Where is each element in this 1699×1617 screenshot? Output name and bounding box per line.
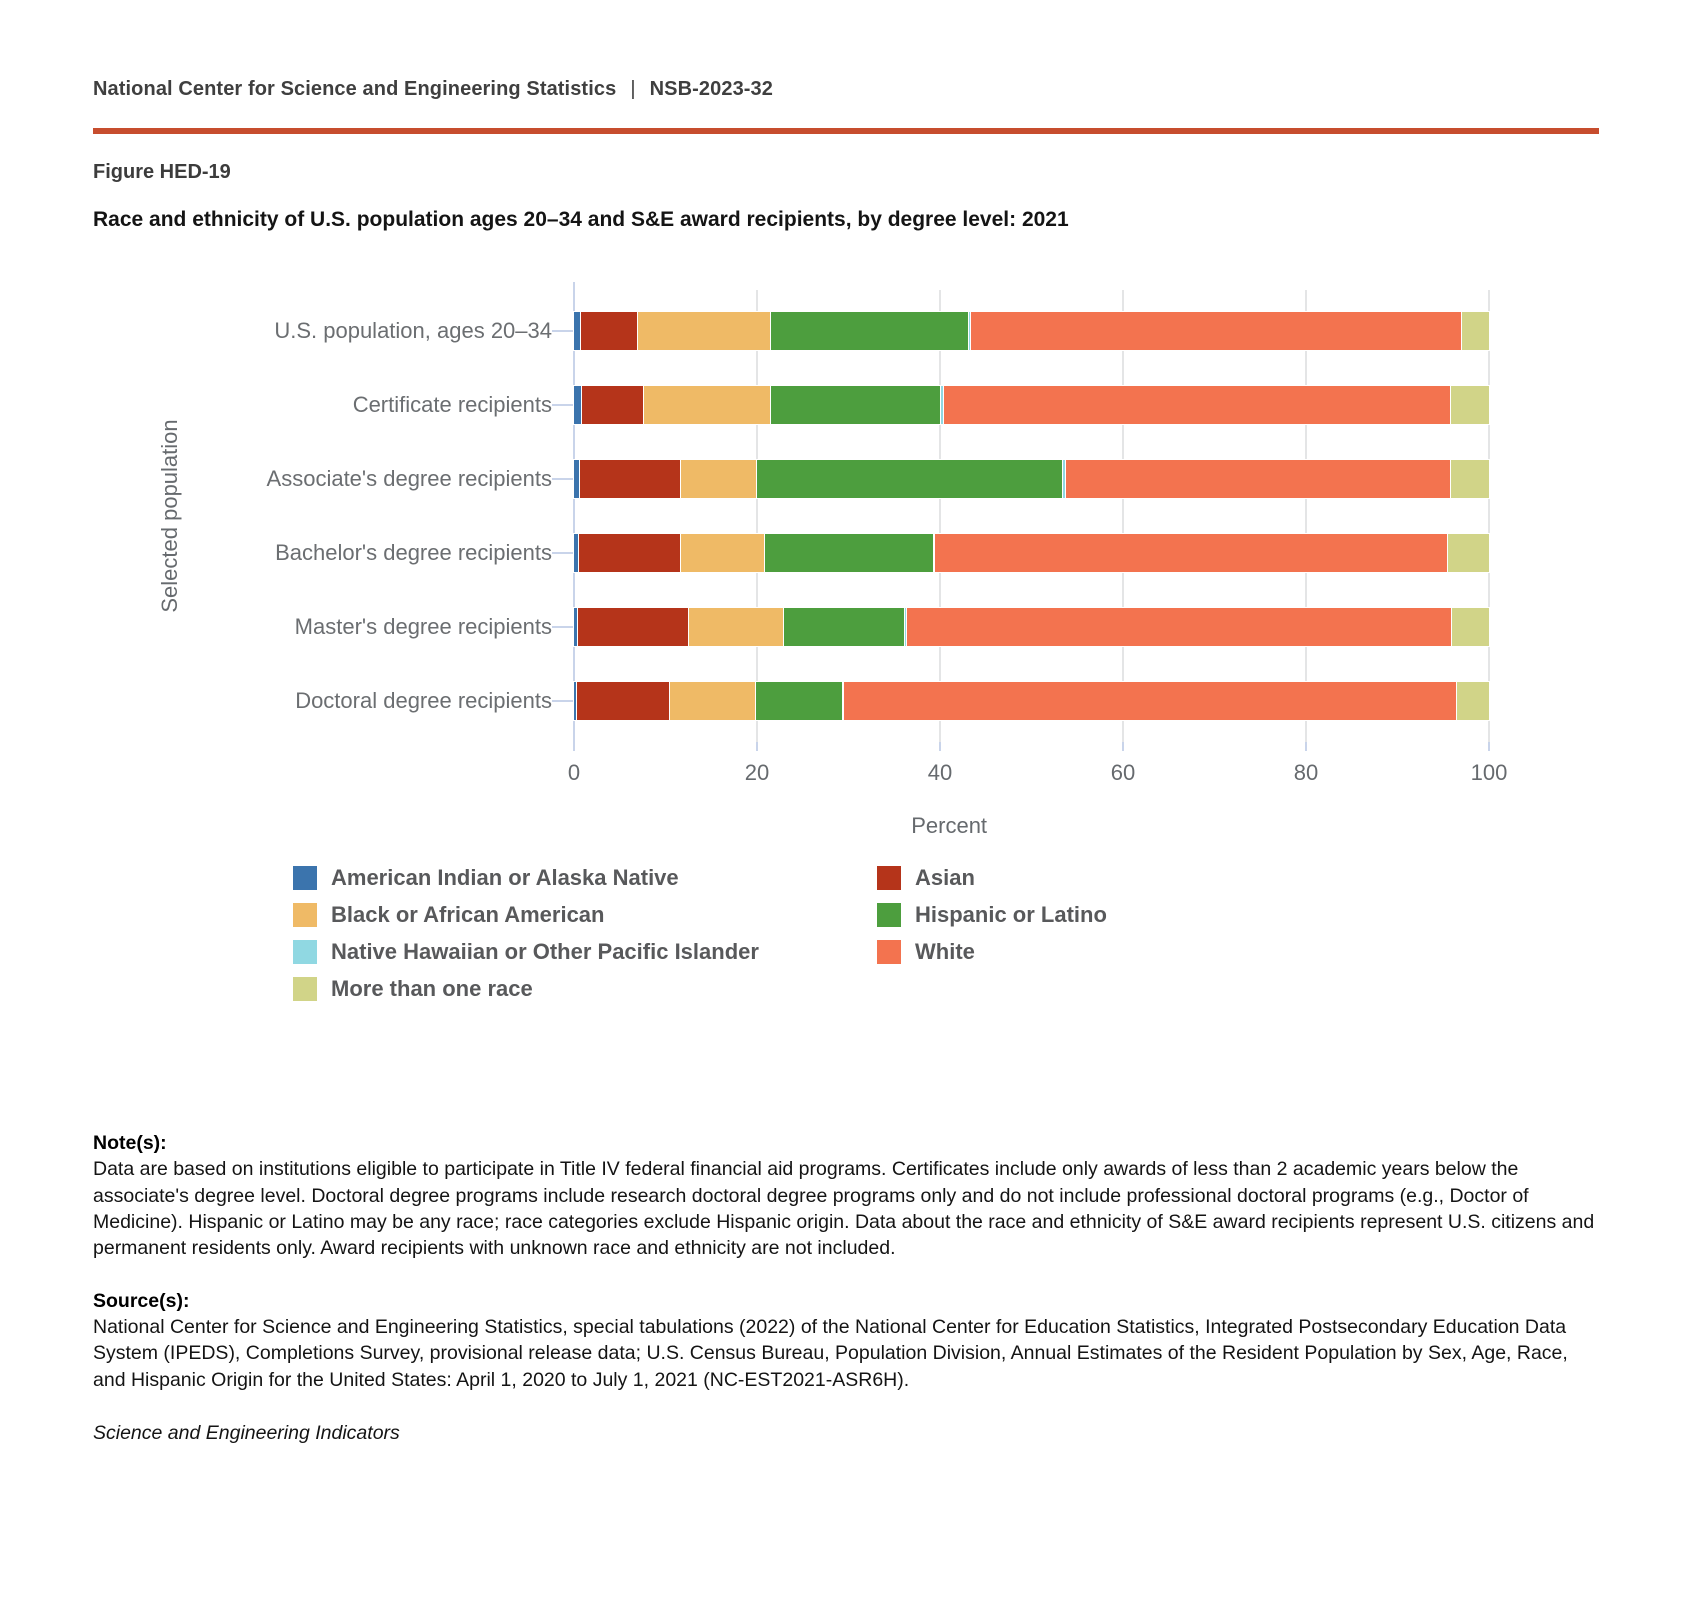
x-tick-label: 100 [1470,760,1508,785]
bar-segment [579,534,681,572]
x-tick-label: 80 [1293,760,1319,785]
x-tick-label: 60 [1110,760,1136,785]
legend-swatch-icon [877,866,901,890]
legend-item [293,939,877,965]
category-label: Master's degree recipients [294,614,552,639]
bar-segment [681,460,757,498]
y-tick-mark [552,330,573,332]
x-tick-mark [939,742,941,751]
x-tick-label: 40 [927,760,953,785]
legend-swatch-icon [293,903,317,927]
legend-swatch-icon [293,866,317,890]
legend-label: More than one race [331,976,533,1001]
bar-segment [935,534,1447,572]
plot-area [567,290,1508,838]
bar-segment [1462,312,1489,350]
y-tick-mark [552,404,573,406]
legend-label: American Indian or Alaska Native [331,865,679,890]
legend-item [293,976,877,1002]
notes-heading: Note(s): [93,1132,167,1154]
bar-segment [971,312,1461,350]
bar-segment [580,460,681,498]
bar-row [574,590,1489,664]
legend-label: White [915,939,975,964]
bar-segment [644,386,771,424]
x-tick-mark [1305,742,1307,751]
bar-segment [757,460,1064,498]
bar-segment [756,682,843,720]
bar-segment [1451,460,1489,498]
bar-segment [574,386,582,424]
x-tick-mark [756,742,758,751]
category-label: Doctoral degree recipients [295,688,552,713]
bar-segment [944,386,1452,424]
legend-item [293,865,877,891]
agency-name: National Center for Science and Engineering Statistics [93,78,617,100]
legend-item [877,939,1599,965]
figure-label: Figure HED-19 [93,161,231,183]
stacked-bar [574,608,1489,646]
legend-swatch-icon [877,940,901,964]
bar-segment [582,386,643,424]
category-label: Certificate recipients [352,392,552,417]
y-tick-mark [552,552,573,554]
bar-segment [907,608,1452,646]
chart-legend [293,865,1599,1002]
x-tick-label: 0 [567,760,581,785]
x-axis-title: Percent [911,813,988,838]
stacked-bar [574,312,1489,350]
x-tick-mark [1122,742,1124,751]
legend-item [877,865,1599,891]
y-axis-category-labels [93,294,552,738]
indicators-footnote: Science and Engineering Indicators [93,1421,400,1444]
bar-rows [574,294,1489,738]
stacked-bar [574,386,1489,424]
bar-segment [578,608,690,646]
bar-row [574,664,1489,738]
bar-segment [1457,682,1489,720]
category-label: U.S. population, ages 20–34 [274,318,552,343]
sources-body: National Center for Science and Engineering Statistics, special tabulations (2022) of the National Center for Education Statistics, Integrated Postsecondary Education Data System (IPEDS), Completions Survey, provisional release data; U.S. Census Bureau, Population Division, Annual Estimates of the Resident Population by Sex, Age, Race, and Hispanic Origin for the United States: April 1, 2020 to July 1, 2021 (NC-EST2021-ASR6H). [93,1315,1568,1391]
legend-swatch-icon [293,940,317,964]
bar-segment [670,682,756,720]
notes-section [93,1130,1599,1446]
figure-title: Race and ethnicity of U.S. population ages 20–34 and S&E award recipients, by degree level: 2021 [93,208,1069,231]
category-label: Bachelor's degree recipients [275,540,552,565]
category-label: Associate's degree recipients [266,466,552,491]
bar-segment [844,682,1457,720]
legend-item [877,902,1599,928]
accent-rule [93,128,1599,134]
x-tick-mark [1488,742,1490,751]
y-tick-mark [552,478,573,480]
legend-swatch-icon [293,977,317,1001]
report-id: NSB-2023-32 [649,78,773,100]
legend-label: Native Hawaiian or Other Pacific Islander [331,939,759,964]
legend-swatch-icon [877,903,901,927]
legend-label: Hispanic or Latino [915,902,1107,927]
y-tick-mark [552,626,573,628]
bar-row [574,442,1489,516]
y-axis-title: Selected population [157,419,182,613]
bar-segment [771,312,970,350]
bar-segment [1452,608,1489,646]
bar-segment [638,312,771,350]
bar-row [574,516,1489,590]
header-divider: | [630,78,636,100]
bar-segment [1448,534,1489,572]
stacked-bar [574,682,1489,720]
stacked-bar [574,534,1489,572]
bar-segment [784,608,905,646]
bar-segment [771,386,941,424]
legend-item [293,902,877,928]
x-tick-label: 20 [744,760,770,785]
bar-segment [689,608,784,646]
legend-label: Black or African American [331,902,605,927]
sources-heading: Source(s): [93,1289,190,1312]
header-brand-line [93,78,1599,101]
notes-body: Data are based on institutions eligible to participate in Title IV federal financial aid programs. Certificates include only awards of less than 2 academic years below the associate's degree level. Doctoral degree programs include research doctoral degree programs only and do not include professional doctoral programs (e.g., Doctor of Medicine). Hispanic or Latino may be any race; race categories exclude Hispanic origin. Data about the race and ethnicity of S&E award recipients represent U.S. citizens and permanent residents only. Award recipients with unknown race and ethnicity are not included. [93,1158,1595,1260]
bar-segment [577,682,670,720]
bar-segment [1451,386,1489,424]
legend-label: Asian [915,865,975,890]
stacked-bar-chart [93,290,1599,865]
bar-segment [581,312,638,350]
stacked-bar [574,460,1489,498]
bar-segment [1066,460,1451,498]
bar-row [574,294,1489,368]
bar-segment [574,312,581,350]
bar-row [574,368,1489,442]
x-tick-mark [573,742,575,751]
bar-segment [681,534,765,572]
bar-segment [765,534,933,572]
y-tick-mark [552,700,573,702]
